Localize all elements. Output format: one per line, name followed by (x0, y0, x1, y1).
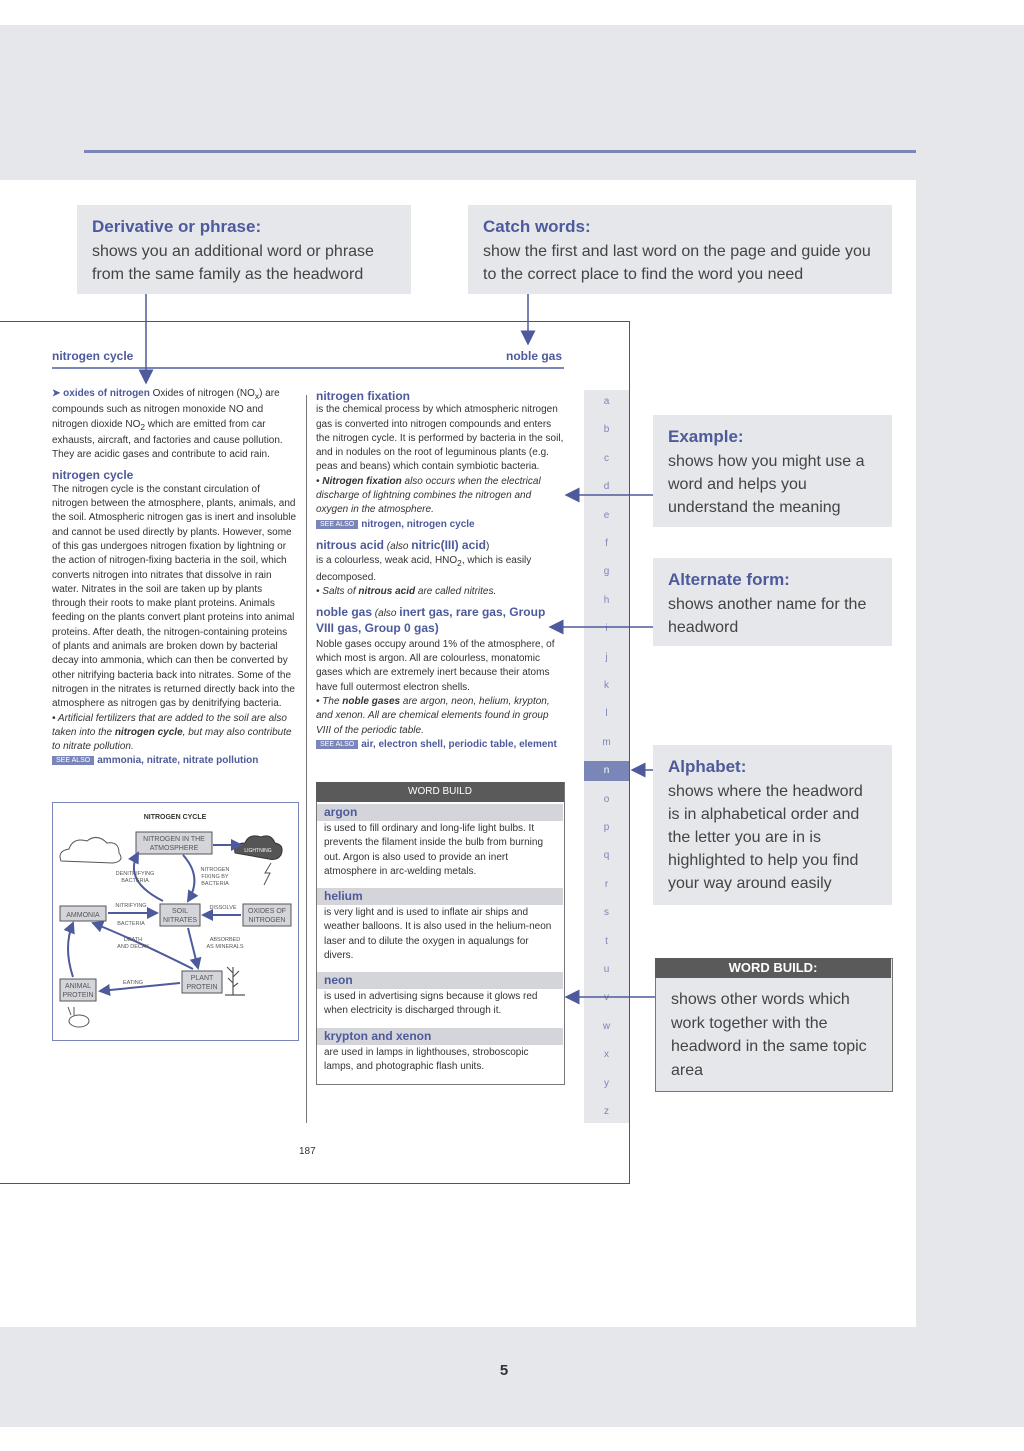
headword: nitrogen fixation (316, 389, 410, 403)
diagram-dissolve: DISSOLVE (209, 905, 237, 911)
diagram-animal-2: PROTEIN (62, 992, 94, 999)
definition: is a colourless, weak acid, $HNO_2$, which is easily decomposed. (316, 555, 532, 583)
diagram-lightning: LIGHTNING (244, 848, 272, 854)
example-callout-text: shows how you might use a word and helps you understand the meaning (668, 453, 865, 516)
diagram-fixing-1: NITROGEN (200, 867, 230, 873)
example-sentence: • Nitrogen fixation also occurs when the electrical discharge of lightning combines the nitrogen and oxygen in the atmosphere. (316, 475, 541, 516)
alternate-form-callout-text: shows another name for the headword (668, 596, 867, 636)
diagram-oxides-2: NITROGEN (248, 917, 286, 924)
alphabet-letter-z[interactable]: z (604, 1106, 609, 1117)
word-build-headword: argon (317, 804, 563, 821)
word-build-headword: krypton and xenon (317, 1028, 563, 1045)
diagram-fixing-3: BACTERIA (201, 881, 229, 887)
see-also-label: SEE ALSO (316, 520, 358, 529)
diagram-plant-1: PLANT (190, 975, 214, 982)
alphabet-letter-b[interactable]: b (603, 424, 610, 436)
alphabet-letter-a[interactable]: a (603, 396, 610, 407)
alphabet-letter-w[interactable]: w (602, 1020, 611, 1032)
entry-nitrous-acid: nitrous acid (also nitric(III) acid) is a colourless, weak acid, $HNO_2$, which is easily decomposed. • Salts of nitrous acid are called nitrites. (316, 538, 564, 599)
diagram-soil-1: SOIL (172, 908, 188, 915)
headword: noble gas (316, 605, 373, 620)
word-build-text: is used in advertising signs because it glows red when electricity is discharged through it. (324, 991, 538, 1017)
alphabet-letter-m[interactable]: m (602, 736, 611, 748)
diagram-fixing-2: FIXING BY (201, 874, 229, 880)
alphabet-letter-i[interactable]: i (605, 623, 608, 635)
see-also-links[interactable]: air, electron shell, periodic table, element (361, 738, 557, 750)
example-sentence: • Artificial fertilizers that are added to the soil are also taken into the nitrogen cycle, but may also contribute to nitrate pollution. (52, 712, 292, 753)
diagram-atmosphere-1: NITROGEN IN THE (143, 836, 205, 843)
catch-words-callout-title: Catch words: (483, 217, 591, 236)
alphabet-letter-v[interactable]: v (604, 992, 609, 1004)
derivative-headword: oxides of nitrogen (63, 388, 150, 399)
diagram-soil-2: NITRATES (162, 917, 198, 924)
alternate-form-callout-title: Alternate form: (668, 570, 790, 589)
alphabet-letter-l[interactable]: l (605, 708, 608, 720)
see-also-label: SEE ALSO (52, 756, 94, 765)
derivative-callout-title: Derivative or phrase: (92, 217, 262, 236)
alphabet-letter-r[interactable]: r (604, 878, 609, 890)
word-build-text: is very light and is used to inflate air ships and weather balloons. It is also used in the helium-neon laser and to dilute the oxygen in aqualungs for divers. (324, 907, 552, 961)
alphabet-letter-c[interactable]: c (604, 452, 609, 464)
alphabet-letter-f[interactable]: f (605, 538, 608, 549)
example-sentence: • Salts of nitrous acid are called nitrites. (316, 585, 497, 597)
alphabet-letter-g[interactable]: g (603, 566, 610, 578)
headword: nitrous acid (316, 537, 385, 552)
word-build-callout-text: shows other words which work together with the headword in the same topic area (671, 991, 867, 1079)
alphabet-letter-k[interactable]: k (604, 680, 609, 691)
word-build-text: is used to fill ordinary and long-life light bulbs. It prevents the filament inside the bulb from burning out. Argon is also used to provide an inert atmosphere in arc-welding metals. (324, 823, 544, 877)
dictionary-page-number: 187 (299, 1146, 316, 1157)
diagram-death-1: DEATH (123, 937, 143, 943)
catch-word-left: nitrogen cycle (52, 349, 134, 363)
word-build-headword: neon (317, 972, 563, 989)
diagram-plant-2: PROTEIN (186, 984, 218, 991)
alphabet-letter-y[interactable]: y (604, 1077, 609, 1089)
diagram-animal-1: ANIMAL (64, 983, 92, 990)
word-build-text: are used in lamps in lighthouses, stroboscopic lamps, and photographic flash units. (324, 1047, 529, 1073)
word-build-headword: helium (317, 888, 563, 905)
definition: The nitrogen cycle is the constant circulation of nitrogen between the atmosphere, plants, animals, and the soil. Atmospheric nitrogen gas is inert and insoluble and cannot be used directly by plants. However, some of this gas undergoes nitrogen fixation by lightning or the action of nitrogen-fixing bacteria in the soil, which converts nitrogen into nitrates that dissolve in rain water. Nitrates in the soil are taken up by plants through their roots to make plant proteins. Animals feeding on the plants convert plant proteins into animal proteins. After death, the nitrogen-containing proteins of plants and animals are broken down by bacterial decay into ammonia, which can then be converted by other nitrifying bacteria back into nitrates. Some of the nitrogen in the nitrates is returned directly back into the atmosphere as nitrogen gas by denitrifying bacteria. (52, 483, 297, 710)
example-sentence: • The noble gases are argon, neon, helium, krypton, and xenon. All are chemical elements found in group VIII of the periodic table. (316, 695, 550, 736)
alphabet-letter-t[interactable]: t (605, 935, 608, 947)
diagram-denitrifying-2: BACTERIA (121, 878, 149, 884)
alphabet-callout-title: Alphabet: (668, 757, 747, 776)
definition: Noble gases occupy around 1% of the atmosphere, of which most is argon. All are colourless, monatomic gases which are extremely inert because their atoms have full outermost electron shells. (316, 638, 555, 693)
alphabet-callout-text: shows where the headword is in alphabetical order and the letter you are in is highlighted to help you find your way around easily (668, 783, 863, 892)
alphabet-letter-d[interactable]: d (603, 481, 610, 493)
alphabet-letter-p[interactable]: p (603, 822, 610, 833)
definition: is the chemical process by which atmospheric nitrogen gas is converted into nitrogen compounds and enters the nitrogen cycle. It is performed by bacteria in the soil, and in nodules on the root of leguminous plants (e.g. peas and beans) which contain symbiotic bacteria. (316, 404, 564, 473)
alphabet-letter-j[interactable]: j (605, 651, 608, 663)
diagram-ammonia: AMMONIA (66, 912, 100, 919)
entry-oxides-of-nitrogen: ➤ oxides of nitrogen Oxides of nitrogen $(NO_x)$ are compounds such as nitrogen monoxide NO and nitrogen dioxide $NO_2$ which are emitted from car exhausts, aircraft, and factories and cause pollution. They are acidic gases and contribute to acid rain. (52, 388, 283, 461)
diagram-atmosphere-2: ATMOSPHERE (149, 845, 199, 852)
headword: nitrogen cycle (52, 468, 134, 483)
see-also-label: SEE ALSO (316, 740, 358, 749)
footer-page-number: 5 (499, 1362, 509, 1379)
alphabet-letter-n[interactable]: n (584, 761, 629, 781)
alternate-form: nitric(III) acid (411, 537, 486, 552)
alphabet-letter-h[interactable]: h (603, 594, 610, 606)
alphabet-letter-o[interactable]: o (603, 793, 610, 805)
alphabet-letter-u[interactable]: u (603, 964, 610, 975)
diagram-nitrifying-1: NITRIFYING (115, 903, 147, 909)
see-also-links[interactable]: ammonia, nitrate, nitrate pollution (97, 755, 259, 767)
alphabet-letter-q[interactable]: q (603, 850, 610, 862)
alphabet-letter-e[interactable]: e (603, 509, 610, 521)
entry-noble-gas: noble gas (also inert gas, rare gas, Group VIII gas, Group 0 gas) Noble gases occupy around 1% of the atmosphere, of which most is argon. All are colourless, monatomic gases which are extremely inert because their atoms have full outermost electron shells. • The noble gases are argon, neon, helium, krypton, and xenon. All are chemical elements found in group VIII of the periodic table. SEE ALSO air, electron shell, periodic table, element (316, 605, 564, 752)
diagram-oxides-1: OXIDES OF (247, 908, 287, 915)
example-callout-title: Example: (668, 427, 744, 446)
diagram-absorbed-1: ABSORBED (209, 937, 241, 943)
word-build-title: WORD BUILD (316, 782, 564, 802)
see-also-links[interactable]: nitrogen, nitrogen cycle (361, 518, 475, 530)
catch-word-right: noble gas (506, 349, 563, 363)
diagram-eating: EATING (122, 980, 144, 986)
alphabet-letter-s[interactable]: s (604, 907, 609, 919)
diagram-denitrifying-1: DENITRIFYING (115, 871, 155, 877)
catch-words-callout-text: show the first and last word on the page and guide you to the correct place to find the word you need (483, 243, 871, 283)
diagram-death-2: AND DECAY (117, 944, 149, 950)
diagram-title: NITROGEN CYCLE (143, 814, 207, 821)
alphabet-letter-x[interactable]: x (604, 1049, 609, 1061)
diagram-absorbed-2: AS MINERALS (206, 944, 244, 950)
word-build-callout-title: WORD BUILD: (655, 958, 891, 978)
diagram-nitrifying-2: BACTERIA (117, 921, 145, 927)
derivative-callout-text: shows you an additional word or phrase from the same family as the headword (92, 243, 374, 283)
alternate-form: inert gas, rare gas, Group VIII gas, Group 0 gas (316, 605, 546, 636)
